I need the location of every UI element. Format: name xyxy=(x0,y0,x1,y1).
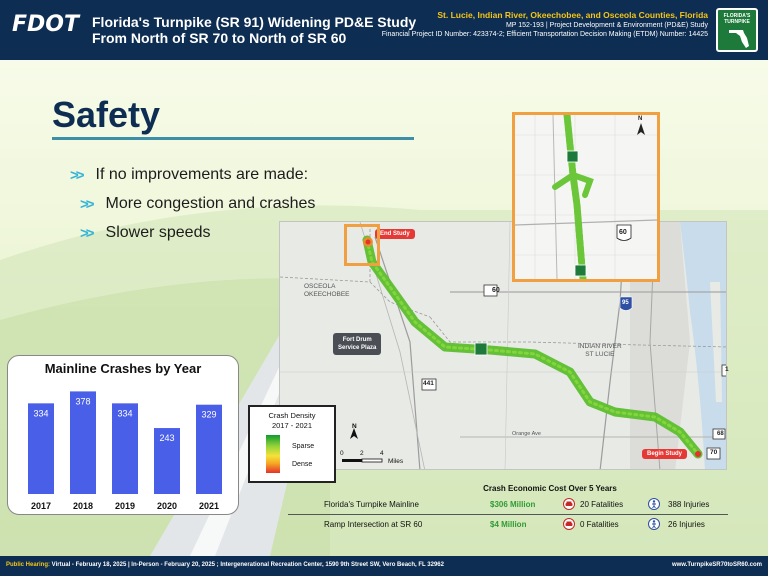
scale-2-label: 2 xyxy=(360,450,364,457)
north-arrow-icon xyxy=(637,123,645,135)
cost-row-amount: $4 Million xyxy=(490,520,527,529)
cost-table-title: Crash Economic Cost Over 5 Years xyxy=(483,484,617,493)
bullet-text: More congestion and crashes xyxy=(105,195,316,212)
website-link[interactable]: www.TurnpikeSR70toSR60.com xyxy=(671,562,762,568)
year-tick-label: 2019 xyxy=(114,501,136,511)
bullet-item xyxy=(70,166,308,184)
sr70-shield-label: 70 xyxy=(710,449,718,456)
injury-icon xyxy=(648,498,660,512)
car-crash-icon xyxy=(563,518,575,532)
legend-sparse-label: Sparse xyxy=(292,443,315,450)
header-bar xyxy=(0,0,768,60)
legend-title-line1: Crash Density xyxy=(268,411,316,420)
scale-unit-label: Miles xyxy=(388,458,404,465)
cost-row-amount: $306 Million xyxy=(490,500,536,509)
fdot-logo xyxy=(12,12,79,37)
crash-bar xyxy=(70,391,96,494)
chevron-icon: >> xyxy=(70,166,82,184)
year-tick-label: 2020 xyxy=(156,501,178,511)
mp-line: MP 152-193 | Project Development & Environment (PD&E) Study xyxy=(505,22,708,29)
year-tick-label: 2021 xyxy=(198,501,220,511)
crash-chart-card xyxy=(7,355,239,515)
year-tick-label: 2017 xyxy=(30,501,52,511)
cost-row-fatalities: 20 Fatalities xyxy=(580,500,624,509)
legend-title-line2: 2017 - 2021 xyxy=(271,421,313,430)
cost-row-injuries: 26 Injuries xyxy=(668,520,705,529)
project-title-line2: From North of SR 70 to North of SR 60 xyxy=(92,30,347,46)
chevron-icon: >> xyxy=(80,224,92,242)
chevron-icon: >> xyxy=(80,195,92,213)
i95-shield-label: 95 xyxy=(622,300,629,306)
title-underline xyxy=(52,137,414,140)
inset-north-label: N xyxy=(638,116,643,122)
bar-value-label: 334 xyxy=(117,408,133,419)
county-label-osceola xyxy=(304,283,350,299)
inset-sr60-label: 60 xyxy=(619,229,627,236)
hearing-text: Virtual - February 18, 2025 | In-Person - February 20, 2025 ; Intergenerational Recreation Center, 1590 9th Street SW, Vero Beach, FL 32962 xyxy=(50,562,444,568)
turnpike-logo-text: FLORIDA'S TURNPIKE xyxy=(723,13,751,25)
osceola-label: OSCEOLA xyxy=(304,283,336,290)
project-title xyxy=(92,14,416,46)
density-color-ramp xyxy=(266,435,280,473)
crash-density-legend xyxy=(248,405,336,483)
financial-line: Financial Project ID Number: 423374-2; Efficient Transportation Decision Making (ETDM) Number: 14425 xyxy=(381,31,708,38)
scale-bar xyxy=(340,425,440,465)
injury-icon xyxy=(648,518,660,532)
footer-hearing-info xyxy=(6,562,444,568)
florida-state-icon xyxy=(727,26,751,50)
legend-title xyxy=(250,411,334,431)
st-lucie-label: ST LUCIE xyxy=(585,351,615,358)
okeechobee-label: OKEECHOBEE xyxy=(304,291,350,298)
cost-row-fatalities: 0 Fatalities xyxy=(580,520,619,529)
florida-turnpike-logo xyxy=(716,8,758,52)
fdot-logo-text: FDOT xyxy=(12,12,79,37)
car-crash-icon xyxy=(563,498,575,512)
counties-text: St. Lucie, Indian River, Okeechobee, and Osceola Counties, Florida xyxy=(437,10,708,20)
project-details xyxy=(382,10,708,39)
chart-title: Mainline Crashes by Year xyxy=(44,361,202,376)
bar-value-label: 329 xyxy=(201,409,217,420)
sr60-shield-label: 60 xyxy=(492,287,500,294)
bar-value-label: 378 xyxy=(75,396,91,407)
bullet-text: If no improvements are made: xyxy=(95,166,309,183)
inset-map xyxy=(512,112,660,282)
crash-bar-chart xyxy=(8,356,240,516)
legend-dense-label: Dense xyxy=(292,461,313,468)
project-title-line1: Florida's Turnpike (SR 91) Widening PD&E Study xyxy=(92,14,417,30)
scale-0-label: 0 xyxy=(340,450,344,457)
inset-map-graphic xyxy=(515,115,657,279)
bullet-text: Slower speeds xyxy=(105,224,211,241)
fort-drum-line1: Fort Drum xyxy=(342,337,372,343)
cost-row-ramp xyxy=(288,516,728,534)
bullet-item xyxy=(80,224,210,242)
bar-value-label: 243 xyxy=(159,433,175,444)
orange-ave-label: Orange Ave xyxy=(512,431,541,437)
us441-shield-label: 441 xyxy=(423,380,434,387)
inset-locator-box xyxy=(344,224,380,266)
us1-shield-label: 1 xyxy=(725,366,729,373)
bar-value-label: 334 xyxy=(33,408,49,419)
hearing-label: Public Hearing: xyxy=(6,562,51,568)
scale-north-label: N xyxy=(352,423,357,430)
fort-drum-line2: Service Plaza xyxy=(338,345,377,351)
cost-row-mainline xyxy=(288,496,728,514)
scale-4-label: 4 xyxy=(380,450,384,457)
indian-river-label: INDIAN RIVER xyxy=(578,343,622,350)
footer-bar xyxy=(0,556,768,576)
county-label-indian-river xyxy=(578,343,622,359)
cost-row-injuries: 388 Injuries xyxy=(668,500,710,509)
cost-row-name: Florida's Turnpike Mainline xyxy=(324,500,419,509)
fort-drum-service-plaza-tag xyxy=(333,333,381,355)
end-study-tag: End Study xyxy=(375,229,415,239)
bullet-item xyxy=(80,195,315,213)
begin-study-tag: Begin Study xyxy=(642,449,687,459)
year-tick-label: 2018 xyxy=(72,501,94,511)
sr68-shield-label: 68 xyxy=(717,431,724,437)
cost-row-name: Ramp Intersection at SR 60 xyxy=(324,520,423,529)
cost-table-divider xyxy=(288,514,728,515)
slide-title: Safety xyxy=(52,94,161,135)
